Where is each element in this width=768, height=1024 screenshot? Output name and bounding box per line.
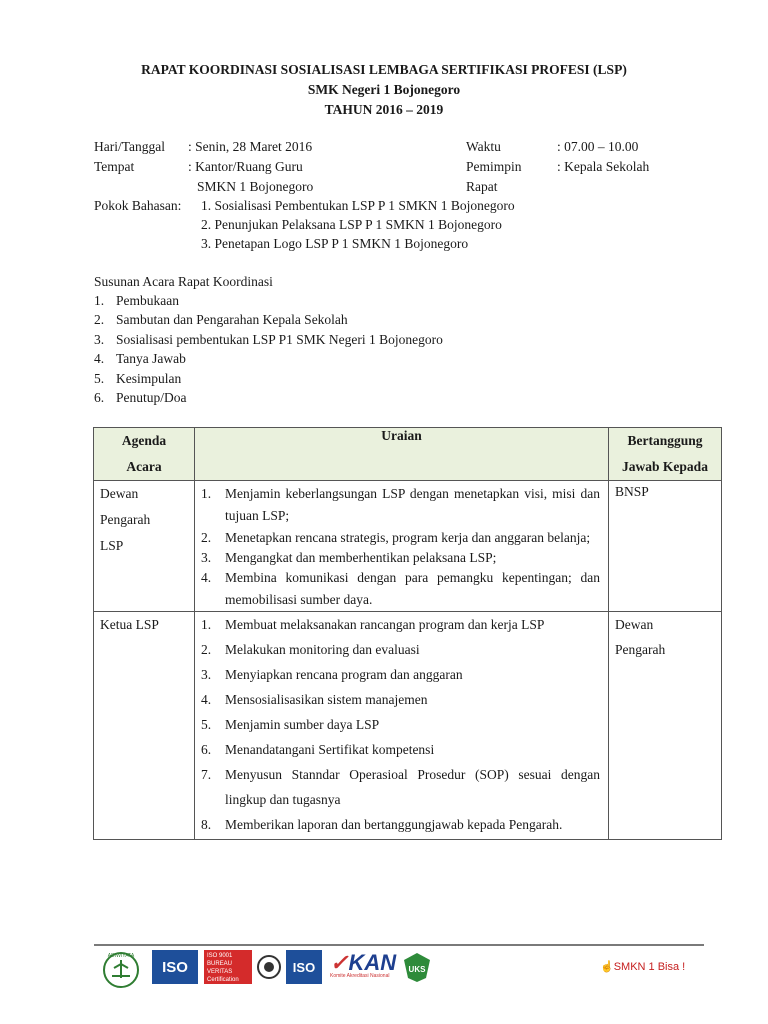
item-text: Pembukaan xyxy=(116,293,179,308)
tempat-value: : Kantor/Ruang Guru xyxy=(188,159,303,174)
list-item xyxy=(195,637,608,662)
year-range: TAHUN 2016 – 2019 xyxy=(324,102,444,117)
school-tagline xyxy=(600,960,685,973)
item-text: Sambutan dan Pengarahan Kepala Sekolah xyxy=(116,312,348,328)
item-text: Sosialisasi pembentukan LSP P1 SMK Negeri 1 Bojonegoro xyxy=(116,331,443,347)
duty-list xyxy=(195,612,608,839)
list-item xyxy=(195,567,608,611)
item-number: 4. xyxy=(201,570,212,585)
kan-subtitle: Komite Akreditasi Nasional xyxy=(330,973,390,979)
responsible-line: BNSP xyxy=(615,484,649,499)
header-responsible xyxy=(609,428,722,481)
item-number: 8. xyxy=(201,817,212,832)
item-number: 1. xyxy=(94,293,105,308)
header-resp-line1: Bertanggung xyxy=(627,433,703,448)
role-line: Dewan xyxy=(100,486,139,501)
list-item xyxy=(195,762,608,812)
item-number: 2. xyxy=(201,530,212,545)
item-text: Menyusun Stanndar Operasioal Prosedur (SOP) sesuai dengan lingkup dan tugasnya xyxy=(225,767,600,807)
list-item xyxy=(195,737,608,762)
duty-list xyxy=(195,481,608,611)
item-text: Mensosialisasikan sistem manajemen xyxy=(225,692,428,707)
hari-value: : Senin, 28 Maret 2016 xyxy=(188,139,313,154)
table-header-row xyxy=(94,428,722,481)
iso-logo: ISO xyxy=(286,950,322,984)
header-resp-line2: Jawab Kepada xyxy=(622,459,708,474)
header-agenda-line2: Acara xyxy=(126,459,162,474)
pemimpin-label: Pemimpin xyxy=(466,159,522,174)
item-text: Menandatangani Sertifikat kompetensi xyxy=(225,742,435,757)
responsible-cell xyxy=(609,481,722,612)
item-number: 1. xyxy=(201,486,212,501)
responsibility-table xyxy=(93,427,722,840)
item-text: Melakukan monitoring dan evaluasi xyxy=(225,642,420,657)
hari-label: Hari/Tanggal xyxy=(94,139,166,154)
header-agenda xyxy=(94,428,195,481)
tempat-label: Tempat xyxy=(94,159,135,174)
kan-wordmark xyxy=(330,950,400,979)
document-title: RAPAT KOORDINASI SOSIALISASI LEMBAGA SERTIFIKASI PROFESI (LSP) xyxy=(141,62,627,77)
iso-logo: ISO xyxy=(152,950,198,984)
adiwiyata-logo xyxy=(96,950,146,984)
pokok-item: 3. Penetapan Logo LSP P 1 SMKN 1 Bojonegoro xyxy=(201,236,469,251)
list-item xyxy=(195,712,608,737)
item-number: 2. xyxy=(94,312,105,328)
certification-seal-logo xyxy=(256,950,282,984)
adiwiyata-emblem-icon xyxy=(96,950,146,990)
tagline-text: SMKN 1 Bisa ! xyxy=(613,961,686,973)
item-number: 4. xyxy=(201,692,212,707)
role-line: Pengarah xyxy=(100,512,151,527)
kan-check-icon: ✓ xyxy=(330,950,349,975)
uraian-cell xyxy=(195,612,609,840)
item-number: 6. xyxy=(201,742,212,757)
item-text: Membuat melaksanakan rancangan program dan kerja LSP xyxy=(225,617,545,632)
header-agenda-line1: Agenda xyxy=(121,433,167,448)
uks-text: UKS xyxy=(408,965,426,974)
list-item xyxy=(195,612,608,637)
waktu-value: : 07.00 – 10.00 xyxy=(557,139,639,154)
item-number: 6. xyxy=(94,389,105,405)
item-number: 3. xyxy=(94,331,105,347)
pemimpin-value: : Kepala Sekolah xyxy=(557,159,650,174)
table-row xyxy=(94,481,722,612)
item-number: 7. xyxy=(201,767,212,782)
pemimpin-label-line2: Rapat xyxy=(466,179,498,194)
item-text: Mengangkat dan memberhentikan pelaksana LSP; xyxy=(225,550,497,565)
item-text: Menjamin sumber daya LSP xyxy=(225,717,380,732)
kan-logo xyxy=(330,950,400,984)
list-item xyxy=(195,662,608,687)
item-text: Menetapkan rencana strategis, program kerja dan anggaran belanja; xyxy=(225,530,591,545)
header-uraian: Uraian xyxy=(195,428,609,481)
list-item xyxy=(195,527,608,549)
pokok-label: Pokok Bahasan: xyxy=(94,198,182,213)
item-text: Kesimpulan xyxy=(116,370,182,386)
item-number: 5. xyxy=(94,370,105,386)
list-item xyxy=(195,549,608,567)
adiwiyata-text: ADIWIYATA xyxy=(107,953,135,959)
role-cell xyxy=(94,481,195,612)
table-row xyxy=(94,612,722,840)
item-number: 3. xyxy=(201,550,212,565)
item-text: Memberikan laporan dan bertanggungjawab kepada Pengarah. xyxy=(225,817,563,832)
uks-logo xyxy=(400,950,434,984)
pokok-item: 2. Penunjukan Pelaksana LSP P 1 SMKN 1 Bojonegoro xyxy=(201,217,502,232)
item-text: Menjamin keberlangsungan LSP dengan menetapkan visi, misi dan tujuan LSP; xyxy=(225,486,600,523)
item-number: 4. xyxy=(94,351,105,367)
item-number: 5. xyxy=(201,717,212,732)
item-text: Penutup/Doa xyxy=(116,389,187,405)
responsible-cell xyxy=(609,612,722,840)
item-number: 1. xyxy=(201,617,212,632)
agenda-title: Susunan Acara Rapat Koordinasi xyxy=(94,274,273,289)
waktu-label: Waktu xyxy=(466,139,501,154)
list-item xyxy=(195,687,608,712)
responsible-line: Pengarah xyxy=(615,642,666,657)
school-name: SMK Negeri 1 Bojonegoro xyxy=(307,82,461,97)
item-number: 2. xyxy=(201,642,212,657)
pokok-item: 1. Sosialisasi Pembentukan LSP P 1 SMKN 1 Bojonegoro xyxy=(201,198,515,213)
uks-shield-icon xyxy=(400,950,434,984)
responsible-line: Dewan xyxy=(615,617,654,632)
tempat-value-line2: SMKN 1 Bojonegoro xyxy=(197,179,314,194)
kan-text: KAN xyxy=(348,950,397,975)
list-item xyxy=(195,812,608,837)
item-text: Menyiapkan rencana program dan anggaran xyxy=(225,667,463,682)
role-cell xyxy=(94,612,195,840)
item-text: Tanya Jawab xyxy=(116,351,186,367)
uraian-cell xyxy=(195,481,609,612)
role-line: Ketua LSP xyxy=(100,617,159,632)
list-item xyxy=(195,483,608,527)
thumbs-up-icon: ☝ xyxy=(600,961,614,973)
role-line: LSP xyxy=(100,538,124,553)
item-text: Membina komunikasi dengan para pemangku kepentingan; dan memobilisasi sumber daya. xyxy=(225,570,600,607)
footer-divider xyxy=(94,944,704,946)
seal-icon xyxy=(256,950,282,984)
item-number: 3. xyxy=(201,667,212,682)
bureau-veritas-logo: ISO 9001 BUREAU VERITAS Certification xyxy=(204,950,252,984)
